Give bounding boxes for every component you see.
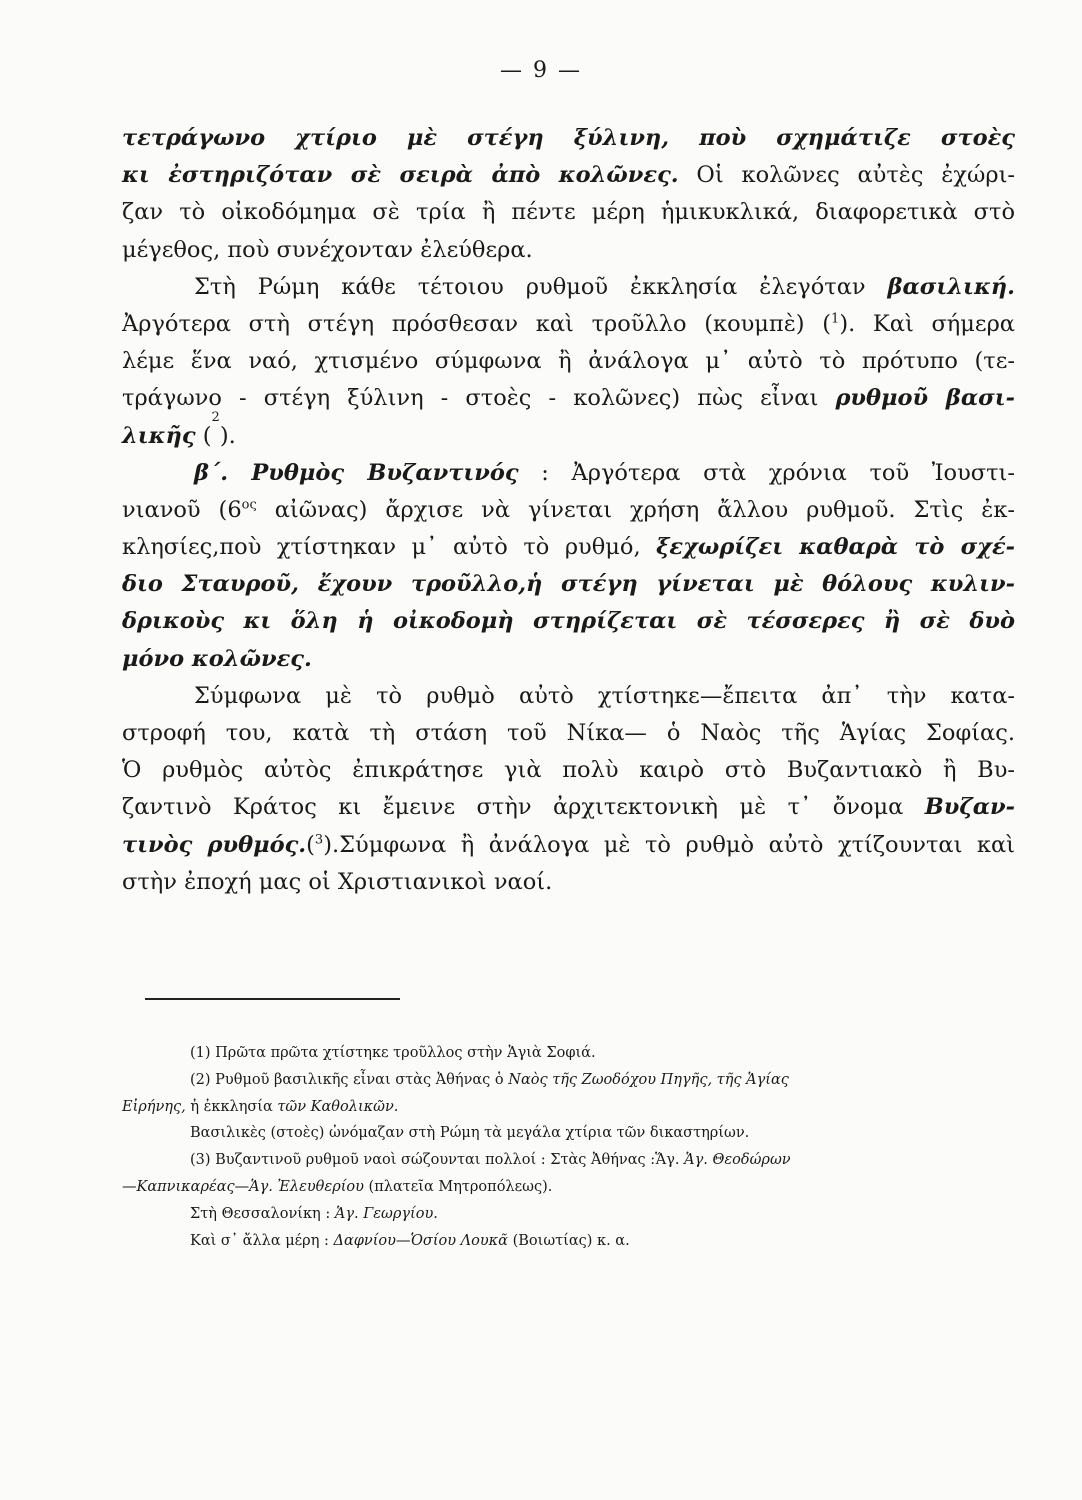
text-run: δρικοὺς κι ὅλη ἡ οἰκοδομὴ στηρίζεται σὲ τέσσερες ἢ σὲ δυὸ xyxy=(122,608,1015,635)
text-line xyxy=(122,789,1015,826)
text-line xyxy=(122,641,1015,678)
text-run: μέγεθος, ποὺ συνέχονταν ἐλεύθερα. xyxy=(122,236,533,263)
text-run: ζαντινὸ Κράτος κι ἔμεινε στὴν ἀρχιτεκτονικὴ μὲ τ᾽ ὄνομα xyxy=(122,794,925,821)
footnote-line xyxy=(122,1228,1015,1255)
text-run: ος xyxy=(241,497,257,513)
text-run: 2 xyxy=(211,409,220,425)
footnote-run: (Βοιωτίας) κ. α. xyxy=(507,1232,630,1249)
footnote-run: Ἁγ. Γεωργίου. xyxy=(334,1205,438,1222)
text-run: ( xyxy=(195,422,212,449)
text-run: 3 xyxy=(314,832,324,848)
footnote-line xyxy=(122,1201,1015,1228)
text-line xyxy=(122,492,1015,529)
paragraph xyxy=(122,455,1015,678)
text-line xyxy=(122,566,1015,603)
text-run: Ἀργότερα στὴ στέγη πρόσθεσαν καὶ τροῦλλο (κουμπὲ) ( xyxy=(122,310,832,337)
text-run: αἰῶνας) ἄρχισε νὰ γίνεται χρήση ἄλλου ρυθμοῦ. Στὶς ἐκ- xyxy=(256,496,1015,523)
text-line xyxy=(122,232,1015,269)
text-run: Οἱ κολῶνες αὐτὲς ἐχώρι- xyxy=(678,162,1015,189)
text-run: στροφή του, κατὰ τὴ στάση τοῦ Νίκα— ὁ Ναὸς τῆς Ἁγίας Σοφίας. xyxy=(122,720,1015,746)
text-run: κι ἐστηριζόταν σὲ σειρὰ ἀπὸ κολῶνες. xyxy=(122,162,679,189)
text-run: τινὸς ρυθμός. xyxy=(122,831,307,858)
footnote-line xyxy=(122,1067,1015,1094)
text-run: στὴν ἐποχή μας οἱ Χριστιανικοὶ ναοί. xyxy=(122,868,553,895)
footnote-run: Εἰρήνης, xyxy=(122,1098,186,1115)
footnote-run: ἡ ἐκκλησία xyxy=(185,1098,278,1115)
footnote-line xyxy=(122,1040,1015,1067)
text-run: μόνο κολῶνες. xyxy=(122,645,312,672)
footnote-run: Στὴ Θεσσαλονίκη : xyxy=(190,1205,335,1222)
text-run: ). xyxy=(219,422,236,449)
text-run: β΄. Ρυθμὸς Βυζαντινός xyxy=(194,459,519,486)
text-run: 1 xyxy=(831,311,840,327)
paragraph xyxy=(122,678,1015,901)
text-line xyxy=(122,194,1015,231)
text-run: νιανοῦ (6 xyxy=(122,496,242,523)
page-number: — 9 — xyxy=(500,58,582,83)
footnotes xyxy=(122,1040,1015,1254)
text-line xyxy=(122,715,1015,752)
text-run: Σύμφωνα μὲ τὸ ρυθμὸ αὐτὸ χτίστηκε—ἔπειτα ἀπ᾽ τὴν κατα- xyxy=(194,682,1015,709)
text-run: διο Σταυροῦ, ἔχουν τροῦλλο,ἡ στέγη γίνεται μὲ θόλους κυλιν- xyxy=(122,571,1015,598)
paragraph xyxy=(122,120,1015,269)
text-line xyxy=(122,827,1015,864)
text-run: τετράγωνο χτίριο μὲ στέγη ξύλινη, ποὺ σχημάτιζε στοὲς xyxy=(122,125,1015,151)
text-run: ζαν τὸ οἰκοδόμημα σὲ τρία ἢ πέντε μέρη ἡμικυκλικά, διαφορετικὰ στὸ xyxy=(122,199,1015,226)
paragraph xyxy=(122,269,1015,455)
text-line xyxy=(122,455,1015,492)
text-line xyxy=(122,157,1015,194)
text-run: κλησίες,ποὺ χτίστηκαν μ᾽ αὐτὸ τὸ ρυθμό, xyxy=(122,534,657,561)
text-run: : Ἀργότερα στὰ χρόνια τοῦ Ἰουστι- xyxy=(518,459,1015,486)
text-run: βασιλική. xyxy=(887,273,1015,300)
footnote-line xyxy=(122,1094,1015,1121)
text-line xyxy=(122,409,1015,455)
text-line xyxy=(122,380,1015,417)
footnote-run: (2) Ρυθμοῦ βασιλικῆς εἶναι στὰς Ἀθήνας ὁ xyxy=(190,1071,509,1088)
footnote-line xyxy=(122,1120,1015,1147)
text-line xyxy=(122,678,1015,715)
footnote-divider xyxy=(145,998,400,1000)
text-run: ( xyxy=(306,831,315,858)
text-run: λικῆς xyxy=(122,422,196,449)
text-run: ). Καὶ σήμερα xyxy=(839,310,1015,337)
text-line xyxy=(122,752,1015,789)
footnote-run: τῶν Καθολικῶν. xyxy=(277,1098,399,1115)
footnote-line xyxy=(122,1174,1015,1201)
footnote-run: Ἁγ. Θεοδώρων xyxy=(684,1152,791,1169)
text-line xyxy=(122,529,1015,566)
footnote-run: —Καπνικαρέας—Ἁγ. Ἐλευθερίου xyxy=(122,1178,364,1195)
footnote-run: Ναὸς τῆς Ζωοδόχου Πηγῆς, τῆς Ἁγίας xyxy=(508,1071,789,1088)
footnote-run: Δαφνίου—Ὁσίου Λουκᾶ xyxy=(333,1232,508,1249)
text-line xyxy=(122,864,1015,901)
footnote-line xyxy=(122,1147,1015,1174)
footnote-run: (πλατεῖα Μητροπόλεως). xyxy=(363,1178,553,1195)
footnote-run: (3) Βυζαντινοῦ ρυθμοῦ ναοὶ σώζουνται πολλοί : Στὰς Ἀθήνας :Ἅγ. xyxy=(190,1152,685,1169)
body-text xyxy=(122,120,1015,901)
text-line xyxy=(122,603,1015,640)
footnote-run: (1) Πρῶτα πρῶτα χτίστηκε τροῦλλος στὴν Ἁγιὰ Σοφιά. xyxy=(190,1045,596,1061)
text-run: λέμε ἕνα ναό, χτισμένο σύμφωνα ἢ ἀνάλογα μ᾽ αὐτὸ τὸ πρότυπο (τε- xyxy=(122,348,1015,375)
text-line xyxy=(122,343,1015,380)
footnote-run: Καὶ σ᾽ ἄλλα μέρη : xyxy=(190,1232,334,1249)
text-run: Βυζαν- xyxy=(924,794,1015,821)
text-line xyxy=(122,306,1015,343)
footnote-run: Βασιλικὲς (στοὲς) ὠνόμαζαν στὴ Ρώμη τὰ μεγάλα χτίρια τῶν δικαστηρίων. xyxy=(190,1125,750,1142)
text-run: τράγωνο - στέγη ξύλινη - στοὲς - κολῶνες) πὼς εἶναι xyxy=(122,385,836,412)
text-run: Στὴ Ρώμη κάθε τέτοιου ρυθμοῦ ἐκκλησία ἐλεγόταν xyxy=(194,273,888,300)
text-run: ξεχωρίζει καθαρὰ τὸ σχέ- xyxy=(656,534,1015,561)
text-run: ).Σύμφωνα ἢ ἀνάλογα μὲ τὸ ρυθμὸ αὐτὸ χτίζουνται καὶ xyxy=(323,831,1015,858)
text-run: Ὁ ρυθμὸς αὐτὸς ἐπικράτησε γιὰ πολὺ καιρὸ στὸ Βυζαντιακὸ ἢ Βυ- xyxy=(122,757,1015,784)
text-line xyxy=(122,269,1015,306)
text-run: ρυθμοῦ βασι- xyxy=(835,385,1015,412)
text-line xyxy=(122,120,1015,157)
